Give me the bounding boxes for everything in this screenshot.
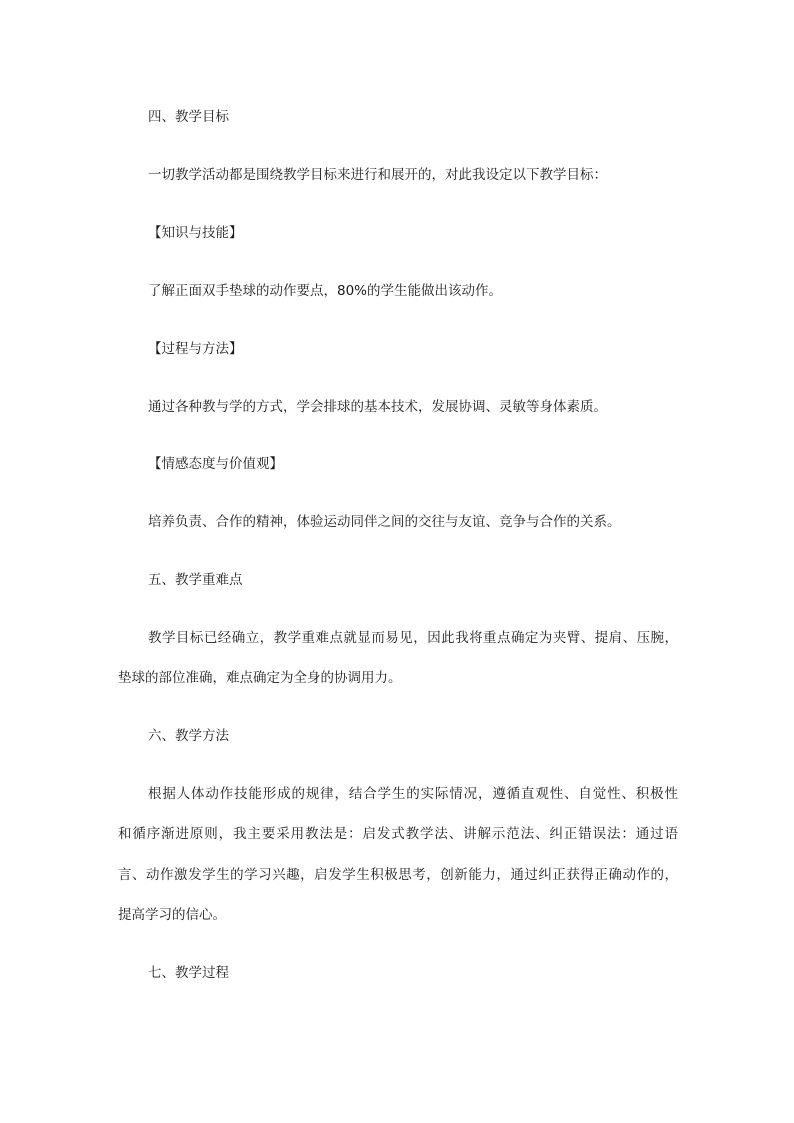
section-heading-process: 七、教学过程	[148, 965, 229, 981]
paragraph-key-points-line-1: 教学目标已经确立，教学重难点就显而易见，因此我将重点确定为夹臂、提肩、压腕，	[148, 630, 678, 646]
paragraph-knowledge-skills: 了解正面双手垫球的动作要点，80%的学生能做出该动作。	[148, 283, 503, 299]
paragraph-methods-line-2: 和循序渐进原则，我主要采用教法是：启发式教学法、讲解示范法、纠正错误法：通过语	[118, 826, 678, 842]
paragraph-process-methods: 通过各种教与学的方式，学会排球的基本技术，发展协调、灵敏等身体素质。	[148, 399, 607, 415]
subheading-process-methods: 【过程与方法】	[148, 341, 243, 357]
paragraph-methods-line-1: 根据人体动作技能形成的规律，结合学生的实际情况，遵循直观性、自觉性、积极性	[148, 786, 678, 802]
subheading-emotion-values: 【情感态度与价值观】	[148, 456, 283, 472]
paragraph-methods-line-4: 提高学习的信心。	[118, 907, 226, 923]
section-heading-objectives: 四、教学目标	[148, 109, 229, 125]
subheading-knowledge-skills: 【知识与技能】	[148, 225, 243, 241]
section-heading-methods: 六、教学方法	[148, 728, 229, 744]
paragraph-objectives-intro: 一切教学活动都是围绕教学目标来进行和展开的，对此我设定以下教学目标：	[148, 167, 607, 183]
paragraph-key-points-line-2: 垫球的部位准确，难点确定为全身的协调用力。	[118, 670, 402, 686]
paragraph-emotion-values: 培养负责、合作的精神，体验运动同伴之间的交往与友谊、竞争与合作的关系。	[148, 514, 621, 530]
section-heading-key-points: 五、教学重难点	[148, 572, 243, 588]
paragraph-methods-line-3: 言、动作激发学生的学习兴趣，启发学生积极思考，创新能力，通过纠正获得正确动作的，	[118, 867, 678, 883]
